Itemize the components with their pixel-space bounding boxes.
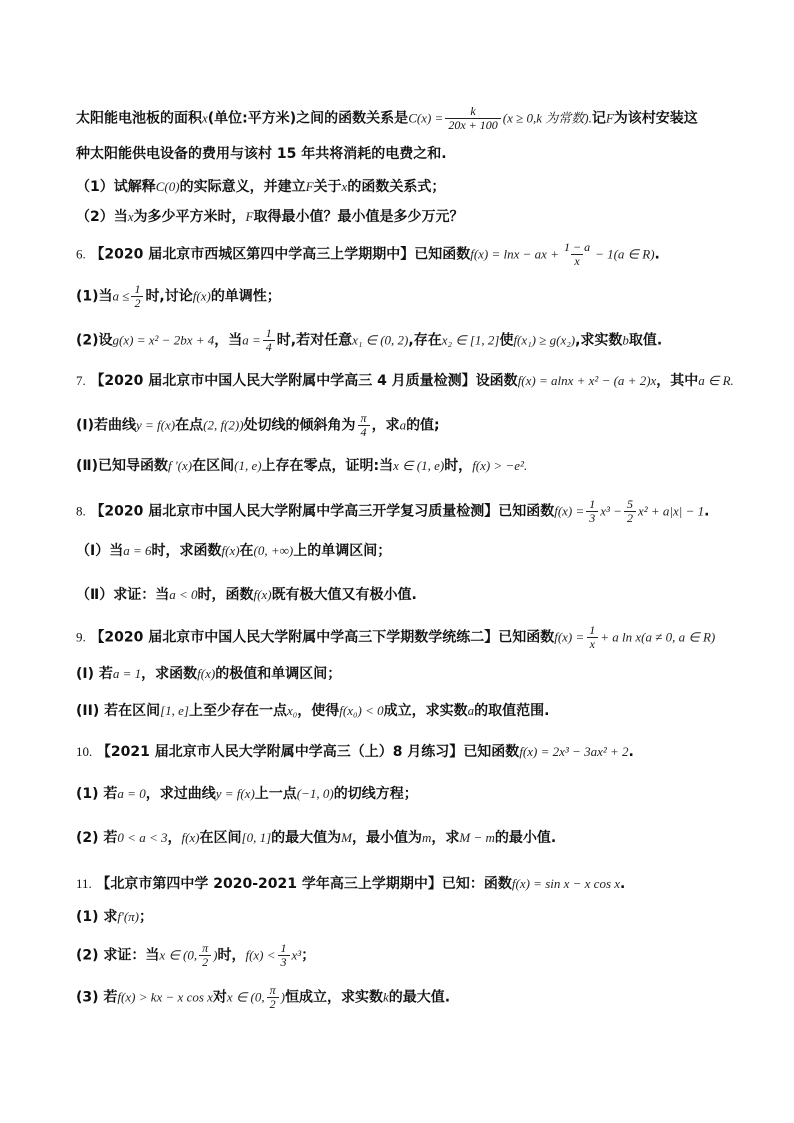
math-expr: f(x) = sin x − x cos x — [511, 876, 621, 891]
fraction — [586, 624, 598, 651]
frac-den: 3 — [278, 955, 290, 969]
text: 的最小值. — [494, 830, 557, 846]
text: (II) 若在区间 — [76, 703, 161, 719]
problem-number: 7. — [76, 373, 86, 388]
text: . — [654, 246, 660, 263]
problem-source: 【2020 届北京市中国人民大学附属中学高三 4 月质量检测】 — [90, 373, 476, 389]
frac-den: 20x + 100 — [445, 118, 500, 132]
frac-den: 2 — [199, 955, 211, 969]
text: (1) 求 — [76, 909, 118, 925]
frac-den: 4 — [263, 340, 275, 354]
text: . — [628, 744, 634, 760]
text: 上至少存在一点 — [188, 703, 287, 719]
math-expr: f'(π) — [117, 909, 139, 924]
text: 时， — [217, 947, 246, 964]
math-expr: (x ≥ 0,k 为常数). — [502, 110, 592, 126]
text: （1）试解释 — [76, 179, 156, 195]
math-var: b — [622, 332, 629, 348]
frac-num: k — [470, 104, 476, 118]
math-expr: x³ — [291, 947, 302, 963]
math-expr: + a ln x(a ≠ 0, a ∈ R) — [600, 629, 716, 645]
text: 时,讨论 — [145, 288, 193, 305]
text: (Ⅱ)已知导函数 — [76, 458, 169, 474]
text: 为该村安装这 — [613, 110, 698, 127]
text: . — [620, 876, 626, 892]
problem-8-part-1 — [76, 540, 754, 562]
math-expr: ) — [213, 947, 218, 963]
intro-q1 — [76, 176, 754, 198]
text: 的函数关系式； — [347, 179, 446, 195]
math-expr: f(x) = 2x³ − 3ax² + 2 — [519, 744, 629, 759]
frac-den: 4 — [358, 425, 370, 439]
math-expr: x ∈ (0, — [159, 947, 198, 963]
text: 的值; — [406, 417, 440, 434]
text: 的最大值为 — [271, 830, 342, 846]
problem-number: 6. — [76, 246, 86, 262]
problem-source: 【2020 届北京市西城区第四中学高三上学期期中】 — [90, 246, 415, 263]
text: 记 — [591, 110, 606, 127]
text: (2) 求证：当 — [76, 947, 160, 964]
text: 时，函数 — [197, 587, 254, 603]
text: 取得最小值？最小值是多少万元？ — [253, 209, 464, 225]
problem-11-header — [76, 873, 754, 895]
text: 时，求函数 — [151, 543, 222, 559]
text: 的实际意义，并建立 — [179, 179, 306, 195]
text: (单位:平方米)之间的函数关系是 — [207, 110, 409, 127]
problem-number: 11. — [76, 876, 92, 891]
frac-num: 1 — [280, 941, 287, 955]
math-expr: f(x) — [221, 543, 240, 558]
text: 已知：函数 — [441, 876, 512, 892]
frac-den: x — [571, 254, 582, 268]
text: ，当 — [214, 332, 243, 349]
math-expr: f(x) — [181, 830, 200, 845]
math-var: x — [202, 110, 208, 126]
frac-den: 2 — [131, 296, 143, 310]
math-expr: M − m — [459, 830, 495, 845]
text: 使 — [499, 332, 514, 349]
fraction — [267, 984, 279, 1011]
math-expr: (2, f(2)) — [203, 417, 244, 433]
text: 太阳能电池板的面积 — [76, 110, 202, 127]
text: (I) 若 — [76, 666, 113, 682]
fraction — [561, 241, 593, 268]
math-expr: a ∈ R. — [698, 373, 734, 388]
math-var: a — [399, 417, 407, 433]
problem-9-part-1 — [76, 663, 754, 685]
math-expr: f(x₀) < 0 — [339, 703, 384, 718]
problem-6-part-2 — [76, 327, 754, 354]
text: ，求 — [431, 830, 460, 846]
text: 时,若对任意 — [276, 332, 353, 349]
math-expr: f '(x) — [168, 458, 193, 473]
problem-6-part-1 — [76, 283, 754, 310]
math-expr: f(x) — [253, 587, 272, 602]
problem-source: 【2020 届北京市中国人民大学附属中学高三下学期数学统练二】 — [90, 629, 499, 646]
math-expr: g(x) = x² − 2bx + 4 — [112, 332, 215, 348]
math-expr: f(x) = alnx + x² − (a + 2)x — [517, 373, 657, 388]
math-var: F — [305, 179, 314, 194]
problem-source: 【2021 届北京市人民大学附属中学高三（上）8 月练习】 — [96, 744, 464, 760]
text: 上的单调区间； — [293, 543, 392, 559]
frac-num: π — [360, 411, 367, 425]
text: 已知函数 — [498, 629, 555, 646]
intro-q2 — [76, 206, 754, 228]
text: 关于 — [313, 179, 342, 195]
math-expr: a = 0 — [117, 786, 146, 801]
frac-num: 1 — [589, 497, 596, 511]
frac-num: 5 — [626, 497, 633, 511]
frac-num: 1 — [134, 282, 141, 296]
text: 时， — [444, 458, 473, 474]
problem-7-part-2 — [76, 455, 754, 477]
problem-7-part-1 — [76, 412, 754, 439]
problem-8-part-2 — [76, 584, 754, 606]
text: （Ⅰ）当 — [76, 543, 124, 559]
text: ，求 — [371, 417, 400, 434]
fraction — [586, 498, 598, 525]
text: (1)当 — [76, 288, 113, 305]
text: 上一点 — [254, 786, 297, 802]
text: ，使得 — [297, 703, 340, 719]
text: 的取值范围. — [474, 703, 550, 719]
text: 的单调性； — [210, 288, 281, 305]
math-expr: C(0) — [155, 179, 180, 194]
problem-9-part-2 — [76, 700, 754, 722]
problem-11-part-2 — [76, 942, 754, 969]
math-var: M — [341, 830, 352, 845]
text: 已知函数 — [463, 744, 520, 760]
math-expr: x ∈ (1, e) — [393, 458, 445, 473]
frac-num: 1 − a — [563, 240, 591, 254]
frac-den: 2 — [624, 511, 636, 525]
text: ,求实数 — [575, 332, 623, 349]
text: (1) 若 — [76, 786, 118, 802]
text: 既有极大值又有极小值. — [271, 587, 417, 603]
problem-10-header — [76, 741, 754, 763]
frac-den: x — [587, 637, 598, 651]
problem-6-header — [76, 241, 754, 268]
math-expr: f(x) — [197, 666, 216, 681]
text: 对 — [212, 989, 227, 1006]
text: 在区间 — [192, 458, 235, 474]
math-expr: C(x) = — [408, 110, 444, 126]
frac-num: π — [202, 941, 209, 955]
fraction — [445, 105, 500, 132]
text: ，其中 — [656, 373, 699, 389]
math-expr: a = 6 — [123, 543, 152, 558]
problem-10-part-1 — [76, 783, 754, 805]
frac-num: π — [269, 983, 276, 997]
math-var: x₀ — [286, 703, 298, 718]
text: （2）当 — [76, 209, 128, 225]
math-expr: [0, 1] — [241, 830, 272, 845]
math-var: x — [127, 209, 134, 224]
text: 的最大值. — [388, 989, 451, 1006]
problem-source: 【北京市第四中学 2020-2021 学年高三上学期期中】 — [96, 876, 442, 892]
math-expr: a = — [242, 332, 261, 348]
math-expr: f(x) < — [245, 947, 276, 963]
math-expr: f(x) — [192, 288, 211, 304]
frac-den: 3 — [586, 511, 598, 525]
text: 的切线方程； — [333, 786, 418, 802]
fraction — [278, 942, 290, 969]
math-expr: (1, e) — [234, 458, 262, 473]
frac-den: 2 — [267, 997, 279, 1011]
math-expr: 0 < a < 3 — [117, 830, 168, 845]
math-expr: [1, e] — [160, 703, 189, 718]
problem-7-header — [76, 370, 754, 392]
text: ，最小值为 — [351, 830, 422, 846]
fraction — [358, 412, 370, 439]
text: 为多少平方米时， — [133, 209, 246, 225]
text: ,存在 — [408, 332, 442, 349]
text: ； — [301, 947, 316, 964]
text: ， — [167, 830, 182, 846]
math-expr: f(x) = — [554, 503, 585, 519]
problem-number: 10. — [76, 744, 93, 759]
text: 在区间 — [199, 830, 242, 846]
math-var: m — [421, 830, 432, 845]
text: ，求过曲线 — [145, 786, 216, 802]
math-expr: f(x) = — [554, 629, 585, 645]
math-expr: x ∈ (0, — [226, 989, 265, 1005]
text: . — [704, 503, 710, 520]
fraction — [199, 942, 211, 969]
math-expr: f(x) > kx − x cos x — [117, 989, 213, 1005]
intro-line-2 — [76, 143, 754, 165]
math-var: a — [467, 703, 475, 718]
math-var: F — [605, 110, 614, 126]
math-expr: a ≤ — [112, 288, 130, 304]
text: ； — [139, 909, 153, 925]
text: 取值. — [628, 332, 663, 349]
math-expr: x₂ ∈ [1, 2] — [441, 332, 500, 348]
math-expr: f(x₁) ≥ g(x₂) — [513, 332, 576, 348]
text: 设函数 — [475, 373, 518, 389]
problem-number: 8. — [76, 503, 86, 519]
frac-num: 1 — [265, 326, 272, 340]
math-expr: ) — [280, 989, 285, 1005]
math-expr: x³ − — [600, 503, 622, 519]
math-expr: f(x) = lnx − ax + — [470, 246, 559, 262]
math-expr: − 1(a ∈ R) — [595, 246, 655, 262]
problem-9-header — [76, 624, 754, 651]
math-expr: f(x) > −e². — [472, 458, 528, 473]
math-expr: x² + a|x| − 1 — [637, 503, 705, 519]
math-expr: y = f(x) — [215, 786, 255, 801]
text: 成立，求实数 — [383, 703, 468, 719]
math-expr: (0, +∞) — [253, 543, 294, 558]
problem-11-part-3 — [76, 984, 754, 1011]
text: 在点 — [175, 417, 204, 434]
intro-line-1 — [76, 105, 754, 132]
problem-source: 【2020 届北京市中国人民大学附属中学高三开学复习质量检测】 — [90, 503, 499, 520]
problem-number: 9. — [76, 629, 86, 645]
math-expr: a < 0 — [169, 587, 198, 602]
math-expr: (−1, 0) — [296, 786, 334, 801]
fraction — [263, 327, 275, 354]
math-expr: x₁ ∈ (0, 2) — [352, 332, 409, 348]
math-var: k — [382, 989, 389, 1005]
math-expr: y = f(x) — [136, 417, 176, 433]
text: 种太阳能供电设备的费用与该村 15 年共将消耗的电费之和. — [76, 146, 447, 162]
text: 在 — [239, 543, 254, 559]
text: ，求函数 — [141, 666, 198, 682]
problem-8-header — [76, 498, 754, 525]
math-var: x — [341, 179, 348, 194]
fraction — [131, 283, 143, 310]
text: 处切线的倾斜角为 — [243, 417, 356, 434]
text: (2) 若 — [76, 830, 118, 846]
problem-11-part-1 — [76, 906, 754, 928]
math-expr: a = 1 — [112, 666, 142, 681]
text: (3) 若 — [76, 989, 118, 1006]
text: (2)设 — [76, 332, 113, 349]
text: 恒成立，求实数 — [284, 989, 383, 1006]
text: 已知函数 — [414, 246, 471, 263]
text: 的极值和单调区间； — [215, 666, 342, 682]
math-var: F — [245, 209, 254, 224]
text: 上存在零点，证明:当 — [261, 458, 394, 474]
problem-10-part-2 — [76, 827, 754, 849]
text: (Ⅰ)若曲线 — [76, 417, 137, 434]
text: 已知函数 — [498, 503, 555, 520]
text: （Ⅱ）求证：当 — [76, 587, 170, 603]
fraction — [624, 498, 636, 525]
frac-num: 1 — [589, 623, 596, 637]
